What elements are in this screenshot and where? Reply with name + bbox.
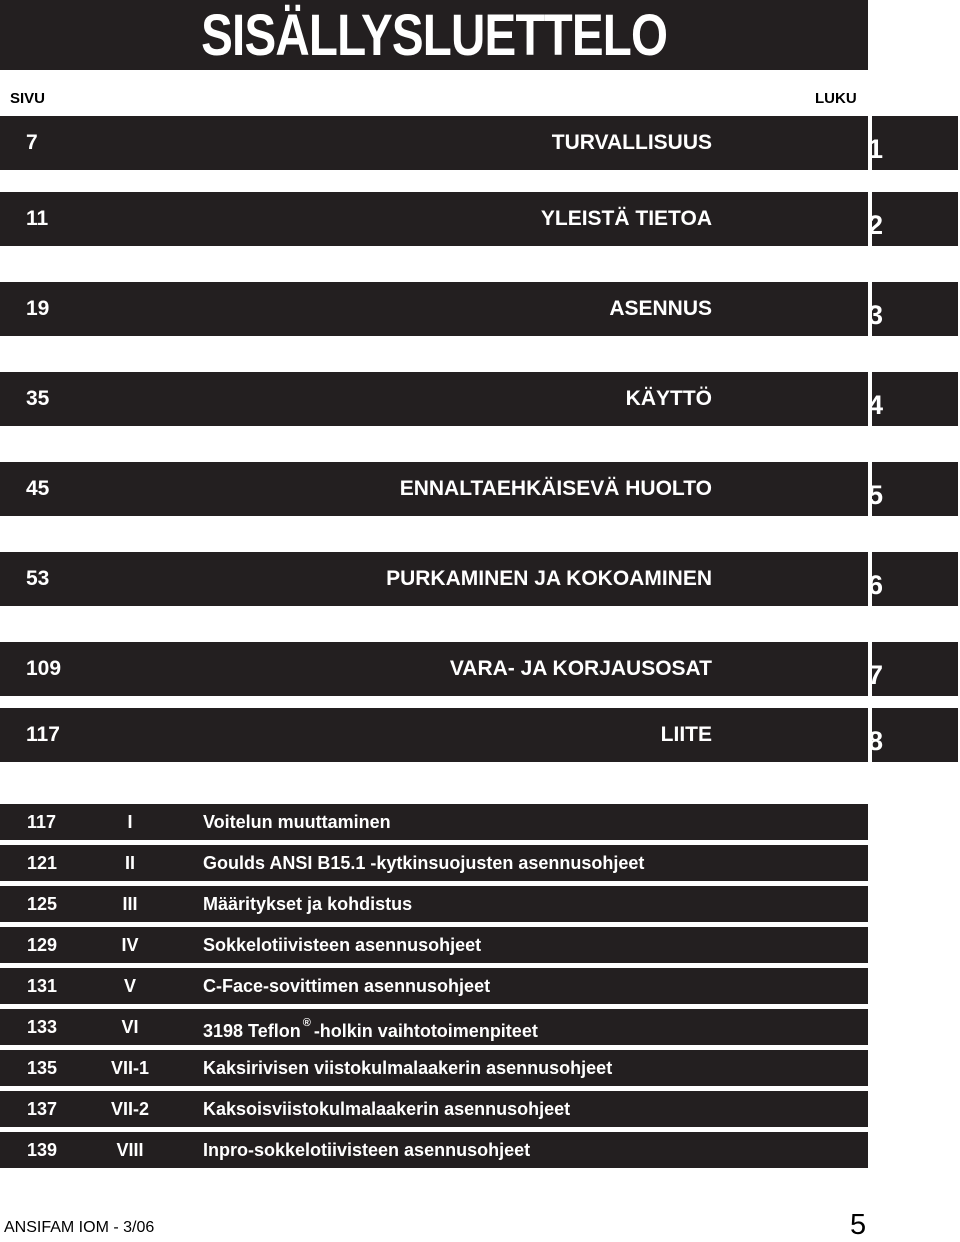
chapter-page: 117 (26, 723, 60, 746)
appendix-roman: VIII (116, 1140, 144, 1160)
chapter-number: 8 (868, 726, 884, 756)
appendix-title: Määritykset ja kohdistus (203, 894, 413, 914)
chapter-row[interactable] (0, 282, 958, 336)
chapter-title: ASENNUS (609, 297, 712, 320)
appendix-row[interactable] (0, 927, 868, 963)
chapter-number: 1 (868, 134, 884, 164)
chapter-bar (0, 192, 868, 246)
appendix-page: 117 (27, 812, 57, 832)
chapter-page: 35 (26, 387, 50, 410)
appendix-title-part: 3198 Teflon (203, 1021, 301, 1041)
chapter-number: 7 (868, 660, 884, 690)
appendix-row[interactable] (0, 886, 868, 922)
chapter-bar (0, 282, 868, 336)
page-title (0, 0, 868, 70)
appendix-page: 135 (27, 1058, 58, 1078)
chapter-title: PURKAMINEN JA KOKOAMINEN (386, 567, 712, 590)
chapter-page: 11 (26, 207, 49, 230)
appendix-roman: V (123, 976, 136, 996)
chapter-row[interactable] (0, 462, 958, 516)
appendix-roman: II (124, 853, 135, 873)
chapter-row[interactable] (0, 642, 958, 696)
appendix-roman: I (127, 812, 133, 832)
appendix-page: 131 (27, 976, 58, 996)
chapter-bar (0, 372, 868, 426)
appendix-title: Inpro-sokkelotiivisteen asennusohjeet (203, 1140, 531, 1160)
document-id: ANSIFAM IOM - 3/06 (4, 1219, 155, 1236)
chapter-bar (0, 116, 868, 170)
chapter-number: 2 (868, 210, 884, 240)
registered-mark: ® (302, 1017, 311, 1029)
chapter-number: 3 (868, 300, 884, 330)
appendix-page: 133 (27, 1017, 58, 1037)
appendix-page: 137 (27, 1099, 58, 1119)
chapter-bar (0, 708, 868, 762)
appendix-roman: III (122, 894, 138, 914)
appendix-title: Sokkelotiivisteen asennusohjeet (203, 935, 482, 955)
chapter-title: KÄYTTÖ (625, 387, 712, 410)
appendix-row[interactable] (0, 1009, 868, 1045)
appendix-title: Kaksirivisen viistokulmalaakerin asennusohjeet (203, 1058, 613, 1078)
chapter-page: 19 (26, 297, 50, 320)
appendix-row[interactable] (0, 1132, 868, 1168)
chapter-title: ENNALTAEHKÄISEVÄ HUOLTO (399, 477, 712, 500)
appendix-page: 139 (27, 1140, 58, 1160)
appendix-title: C-Face-sovittimen asennusohjeet (203, 976, 491, 996)
appendix-row[interactable] (0, 968, 868, 1004)
appendix-title: Kaksoisviistokulmalaakerin asennusohjeet (203, 1099, 571, 1119)
appendix-page: 121 (27, 853, 58, 873)
appendix-row[interactable] (0, 1050, 868, 1086)
appendix-page: 129 (27, 935, 58, 955)
appendix-title: Voitelun muuttaminen (203, 812, 391, 832)
chapter-row[interactable] (0, 116, 958, 170)
appendix-roman: VII-1 (110, 1058, 149, 1078)
appendix-roman: IV (121, 935, 139, 955)
chapter-title: YLEISTÄ TIETOA (540, 207, 712, 230)
chapter-page: 109 (26, 657, 62, 680)
page-number: 5 (850, 1209, 867, 1241)
chapter-title: LIITE (660, 723, 712, 746)
page-title-text: SISÄLLYSLUETTELO (200, 2, 668, 68)
chapter-number: 6 (868, 570, 884, 600)
chapter-page: 45 (26, 477, 50, 500)
page-column-header: SIVU (10, 90, 46, 107)
appendix-title (203, 1009, 538, 1049)
chapter-title: TURVALLISUUS (551, 131, 712, 154)
chapter-number: 4 (868, 390, 884, 420)
chapter-row[interactable] (0, 708, 958, 762)
chapter-title: VARA- JA KORJAUSOSAT (449, 657, 712, 680)
appendix-roman: VI (121, 1017, 139, 1037)
chapter-bar (0, 642, 868, 696)
chapter-row[interactable] (0, 192, 958, 246)
appendix-row[interactable] (0, 804, 868, 840)
chapter-row[interactable] (0, 552, 958, 606)
appendix-title-part: -holkin vaihtotoimenpiteet (313, 1021, 538, 1041)
appendix-row[interactable] (0, 845, 868, 881)
chapter-page: 7 (26, 131, 38, 154)
appendix-title: Goulds ANSI B15.1 -kytkinsuojusten asennusohjeet (203, 853, 645, 873)
appendix-page: 125 (27, 894, 58, 914)
chapter-number: 5 (868, 480, 884, 510)
appendix-roman: VII-2 (110, 1099, 149, 1119)
chapter-column-header: LUKU (815, 90, 857, 107)
chapter-row[interactable] (0, 372, 958, 426)
chapter-page: 53 (26, 567, 50, 590)
appendix-row[interactable] (0, 1091, 868, 1127)
